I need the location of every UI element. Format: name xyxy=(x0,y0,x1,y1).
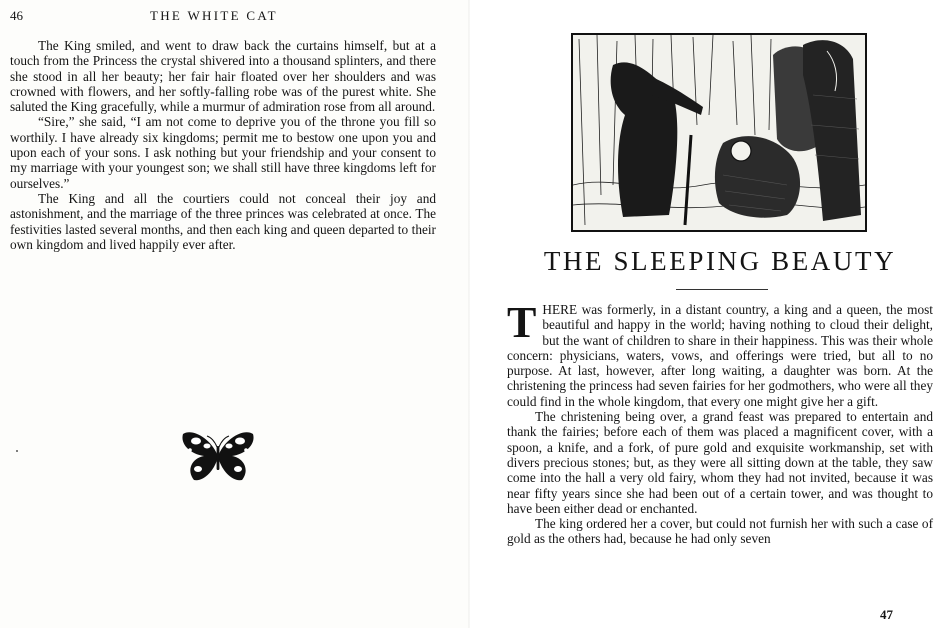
running-title: THE WHITE CAT xyxy=(150,8,278,23)
title-divider xyxy=(676,289,768,290)
page-number-right: 47 xyxy=(880,607,893,622)
opening-paragraph xyxy=(507,298,933,409)
butterfly-icon xyxy=(180,428,256,484)
print-speck xyxy=(16,450,18,452)
paragraph: The christening being over, a grand feast was prepared to entertain and thank the fairies; before each of them was placed a magnificent cover, with a spoon, a knife, and a fork, of pure gold and exquisite workmanship, set with divers precious stones; but, as they were all sitting down at the table, they saw come into the hall a very old fairy, whom they had not invited, because it was near fifty years since she had been out of a certain tower, and was thought to have been either dead or enchanted. xyxy=(507,409,933,516)
left-page-body xyxy=(10,38,436,252)
paragraph: The King smiled, and went to draw back the curtains himself, but at a touch from the Princess the crystal shivered into a thousand splinters, and there she stood in all her beauty; her fair hair floated over her shoulders and was crowned with flowers, and her softly-falling robe was of the purest white. She saluted the King gracefully, while a murmur of admiration rose from all around. xyxy=(10,38,436,115)
left-page xyxy=(0,0,470,628)
paragraph: The King and all the courtiers could not conceal their joy and astonishment, and the marriage of the three princes was celebrated at once. The festivities lasted several months, and then each king and queen departed to their own kingdom and lived happily ever after. xyxy=(10,190,436,252)
right-page-body xyxy=(507,298,933,547)
opening-text: HERE was formerly, in a distant country, a king and a queen, the most beautiful and happy in the world; having nothing to cloud their delight, but the want of children to share in their happiness. This was their whole concern: physicians, waters, vows, and offerings were tried, but all to no purpose. At last, however, after long waiting, a daughter was born. At the christening the princess had seven fairies for her godmothers, who were all they could find in the whole kingdom, that every one might give her a gift. xyxy=(507,302,933,409)
fairy-christening-illustration xyxy=(571,33,867,232)
story-title: THE SLEEPING BEAUTY xyxy=(543,246,897,276)
paragraph: The king ordered her a cover, but could not furnish her with such a case of gold as the others had, because he had only seven xyxy=(507,516,933,547)
paragraph: “Sire,” she said, “I am not come to deprive you of the throne you fill so worthily. I have already six kingdoms; permit me to bestow one upon you and upon each of your sons. I ask nothing but your friendship and your consent to my marriage with your youngest son; we shall still have three kingdoms left for ourselves.” xyxy=(10,114,436,191)
page-number-left: 46 xyxy=(10,8,23,23)
drop-cap: T xyxy=(507,298,537,347)
